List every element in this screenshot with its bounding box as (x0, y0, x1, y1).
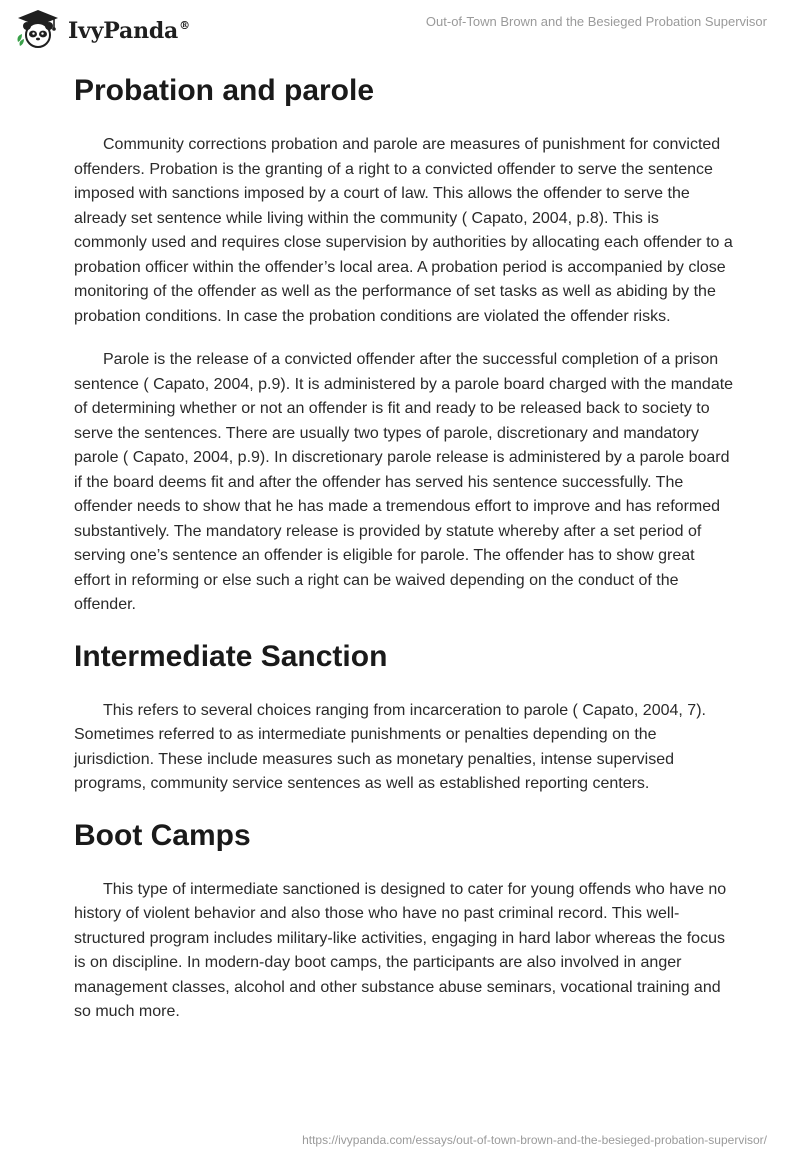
registered-mark: ® (179, 19, 190, 32)
page-header (0, 0, 800, 64)
section-heading-probation-parole: Probation and parole (74, 74, 375, 107)
running-title: Out-of-Town Brown and the Besieged Probation Supervisor (425, 14, 767, 29)
paragraph: Community corrections probation and parole are measures of punishment for convicted offenders. Probation is the granting of a right to a convicted offender to serve the sentence imposed with sanctions imposed by a court of law. This allows the offender to serve the already set sentence while living within the community ( Capato, 2004, p.8). This is commonly used and requires close supervision by authorities by allocating each offender to a probation officer within the offender’s local area. A probation period is accompanied by close monitoring of the offender as well as the performance of set tasks as well as abiding by the probation conditions. In case the probation conditions are violated the offender risks. (74, 136, 733, 325)
logo-wordmark: IvyPanda® (68, 18, 190, 44)
section-heading-intermediate-sanction: Intermediate Sanction (74, 639, 388, 673)
paragraph: This type of intermediate sanctioned is designed to cater for young offends who have no history of violent behavior and also those who have no past criminal record. This well-structured program includes military-like activities, engaging in hard labor whereas the focus is on discipline. In modern-day boot camps, the participants are also involved in anger management classes, alcohol and other substance abuse seminars, vocational training and so much more. (74, 880, 727, 1020)
source-url[interactable]: https://ivypanda.com/essays/out-of-town-brown-and-the-besieged-probation-supervisor/ (302, 1133, 767, 1147)
panda-graduate-icon (14, 8, 62, 50)
ivypanda-logo[interactable] (14, 8, 190, 50)
article-body (74, 70, 734, 1025)
paragraph: Parole is the release of a convicted offender after the successful completion of a prison sentence ( Capato, 2004, p.9). It is administered by a parole board charged with the mandate of determining whether or not an offender is fit and ready to be released back to society to serve the sentences. There are usually two types of parole, discretionary and mandatory parole ( Capato, 2004, p.9). In discretionary parole release is administered by a parole board if the board deems fit and after the offender has served his sentence successfully. The offender needs to show that he has made a tremendous effort to improve and has reformed substantively. The mandatory release is provided by statute whereby after a set period of serving one’s sentence an offender is eligible for parole. The offender has to show great effort in reforming or else such a right can be waived depending on the conduct of the offender. (74, 351, 734, 613)
section-heading-boot-camps: Boot Camps (74, 818, 251, 852)
paragraph: This refers to several choices ranging from incarceration to parole ( Capato, 2004, 7). Sometimes referred to as intermediate punishments or penalties depending on the jurisdiction. These include measures such as monetary penalties, intense supervised programs, community service sentences as well as established reporting centers. (74, 701, 706, 792)
